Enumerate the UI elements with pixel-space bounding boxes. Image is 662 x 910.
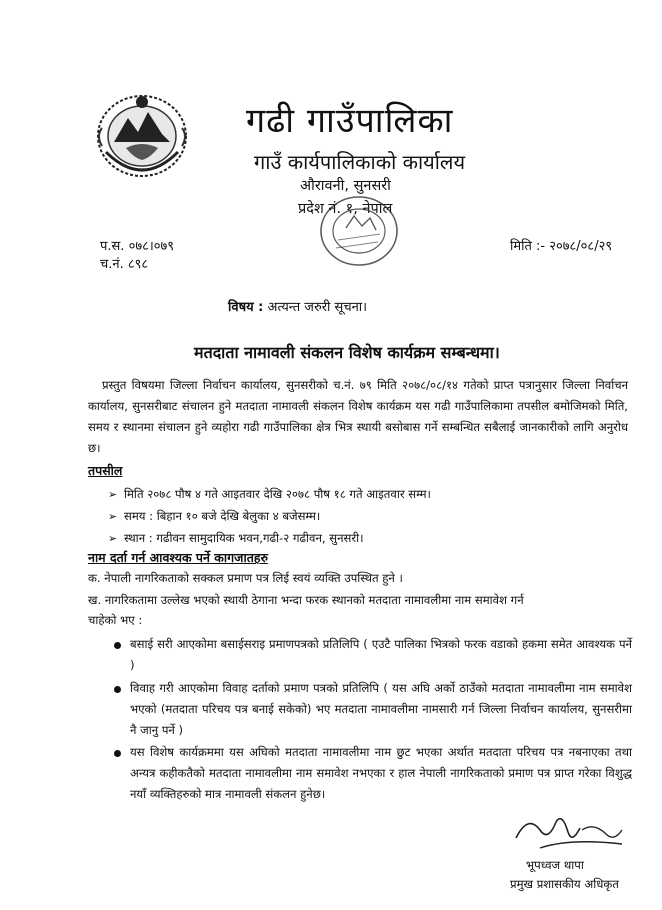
documents-heading: नाम दर्ता गर्न आवश्यक पर्ने कागजातहरु [88, 550, 268, 565]
bullet-dot-icon [114, 750, 121, 757]
arrow-bullet-icon: ➢ [108, 532, 118, 545]
requirement-migration: बसाई सरी आएकोमा बसाईसराइ प्रमाणपत्रको प्रतिलिपि ( एउटै पालिका भित्रको फरक वडाको हकमा समेत आवश्यक पर्ने ) [130, 637, 632, 672]
signatory-title: प्रमुख प्रशासकीय अधिकृत [510, 877, 619, 891]
arrow-bullet-icon: ➢ [108, 488, 118, 501]
bullet-dot-icon [114, 686, 121, 693]
tapsil-item-date: ➢ मिति २०७८ पौष ४ गते आइतवार देखि २०७८ पौष १८ गते आइतवार सम्म। [108, 487, 431, 501]
reference-number: प.स. ०७८।०७९ [100, 239, 175, 254]
nepal-emblem-icon [92, 88, 192, 180]
office-name: गढी गाउँपालिका [246, 101, 454, 141]
office-subtitle: गाउँ कार्यपालिकाको कार्यालय [254, 150, 466, 174]
requirement-new-voters: यस विशेष कार्यक्रममा यस अघिको मतदाता नामावलीमा नाम छुट भएका अर्थात मतदाता परिचय पत्र नबनाएका तथा अन्यत्र कहीकतैको मतदाता नामावलीमा नाम समावेश नभएका र हाल नेपाली नागरिकताको प्रमाण पत्र प्राप्त गरेका विशुद्ध नयाँ व्यक्तिहरुको मात्र नामावली संकलन हुनेछ। [130, 745, 632, 801]
document-item-kha-line1: ख. नागरिकतामा उल्लेख भएको स्थायी ठेगाना भन्दा फरक स्थानको मतदाता नामावलीमा नाम समावेश गर्न [88, 593, 524, 607]
office-province: प्रदेश नं. १, नेपाल [298, 201, 393, 217]
tapsil-heading: तपसील [88, 463, 123, 478]
dispatch-number: च.नं. ८९८ [100, 257, 149, 272]
document-item-kha-line2: चाहेको भए : [88, 613, 143, 627]
bullet-dot-icon [114, 642, 121, 649]
document-item-ka: क. नेपाली नागरिकताको सक्कल प्रमाण पत्र लिई स्वयं व्यक्ति उपस्थित हुने । [88, 571, 403, 585]
office-stamp-icon [318, 194, 400, 268]
signatory-name: भूपध्वज थापा [526, 858, 584, 872]
document-date: मिति :- २०७८/०८/२९ [510, 239, 613, 254]
notice-title: मतदाता नामावली संकलन विशेष कार्यक्रम सम्बन्धमा। [194, 343, 500, 362]
arrow-bullet-icon: ➢ [108, 510, 118, 523]
office-address: औरावनी, सुनसरी [300, 178, 391, 194]
tapsil-item-place: ➢ स्थान : गढीवन सामुदायिक भवन,गढी-२ गढीवन, सुनसरी। [108, 531, 364, 545]
tapsil-item-time: ➢ समय : बिहान १० बजे देखि बेलुका ४ बजेसम्म। [108, 509, 321, 523]
subject-line [228, 297, 367, 315]
subject-text: अत्यन्त जरुरी सूचना। [267, 300, 368, 315]
intro-paragraph: प्रस्तुत विषयमा जिल्ला निर्वाचन कार्यालय, सुनसरीको च.नं. ७९ मिति २०७८/०८/१४ गतेको प्राप्त पत्रानुसार जिल्ला निर्वाचन कार्यालय, सुनसरीबाट संचालन हुने मतदाता नामावली संकलन विशेष कार्यक्रम यस गढी गाउँपालिकामा तपसील बमोजिमको मिति, समय र स्थानमा संचालन हुने व्यहोरा गढी गाउँपालिका क्षेत्र भित्र स्थायी बसोबास गर्ने सम्बन्धित सबैलाई जानकारीको लागि अनुरोध छ। [88, 378, 628, 455]
signature-icon [510, 808, 628, 858]
requirement-marriage: विवाह गरी आएकोमा विवाह दर्ताको प्रमाण पत्रको प्रतिलिपि ( यस अघि अर्को ठाउँको मतदाता नामावलीमा नाम समावेश भएको (मतदाता परिचय पत्र बनाई सकेको) भए मतदाता नामावलीमा नामसारी गर्न जिल्ला निर्वाचन कार्यालय, सुनसरीमा नै जानु पर्ने ) [130, 681, 632, 737]
subject-label: विषय : [228, 300, 264, 315]
